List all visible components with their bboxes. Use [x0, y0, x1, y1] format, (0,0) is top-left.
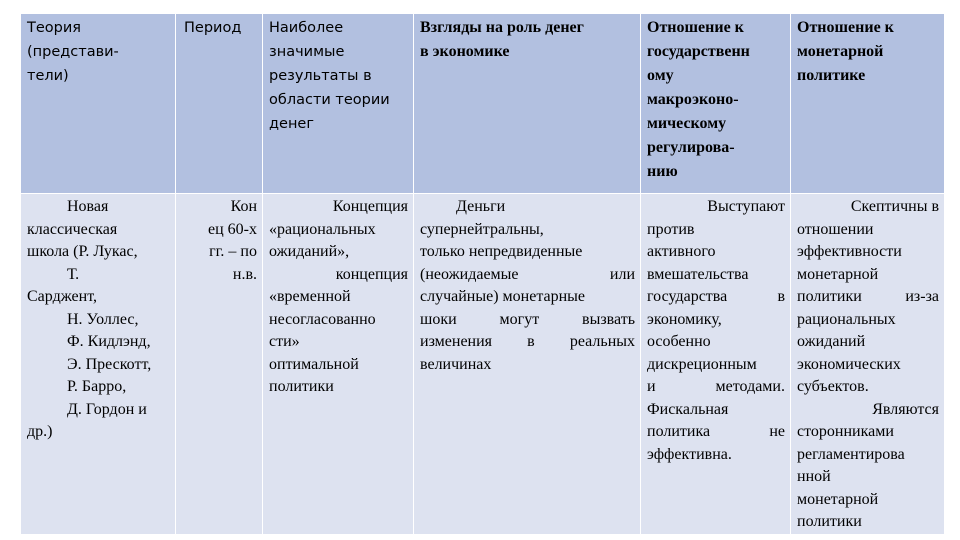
header-theory [21, 14, 176, 194]
header-monetary-policy-line: монетарной [797, 43, 884, 60]
cell-views-line: величинах [420, 355, 492, 373]
header-theory-line: (представи- [27, 44, 119, 60]
cell-views-line: супернейтральны, [420, 220, 544, 238]
cell-theory-line: Новая [67, 198, 109, 215]
cell-monetary-policy-line: Являются [872, 400, 939, 418]
cell-monetary-policy-line: сторонниками [797, 423, 894, 440]
header-results [263, 14, 414, 194]
cell-monetary-policy [791, 194, 945, 535]
header-state-regulation-line: ому [647, 67, 674, 84]
cell-views-line: Деньги [456, 198, 506, 215]
cell-state-regulation-line: Фискальная [647, 400, 729, 418]
cell-theory-line: классическая [27, 220, 118, 238]
cell-monetary-policy-line: политики из-за [797, 288, 939, 305]
cell-results-line: «рациональных [269, 220, 376, 238]
header-results-line: значимые [269, 44, 345, 60]
header-theory-line: тели) [27, 68, 69, 84]
header-state-regulation-line: Отношение к [647, 19, 744, 36]
theories-table [20, 13, 945, 535]
header-state-regulation-line: макроэконо- [647, 91, 739, 108]
header-period [176, 14, 263, 194]
cell-results-line: политики [269, 378, 334, 395]
cell-views [414, 194, 641, 535]
header-views-line: в экономике [420, 43, 510, 60]
cell-state-regulation-line: и методами. [647, 378, 785, 395]
cell-period-line: Кон [230, 198, 257, 215]
cell-monetary-policy-line: ожиданий [797, 333, 866, 350]
cell-state-regulation-line: Выступают [707, 198, 785, 215]
header-views [414, 14, 641, 194]
cell-views-line: шоки могут вызвать [420, 310, 635, 328]
cell-theory-line: школа (Р. Лукас, [27, 243, 138, 260]
cell-theory-line: Э. Прескотт, [67, 355, 152, 373]
cell-monetary-policy-line: рациональных [797, 310, 896, 328]
cell-state-regulation-line: особенно [647, 333, 711, 350]
cell-theory-line: Н. Уоллес, [67, 310, 139, 328]
header-results-line: области теории [269, 92, 390, 108]
header-row [21, 14, 945, 194]
cell-results-line: оптимальной [269, 355, 359, 373]
cell-monetary-policy-line: монетарной [797, 265, 879, 283]
data-row [21, 194, 945, 535]
cell-results-line: сти» [269, 333, 300, 350]
cell-period-line: гг. – по [209, 243, 257, 260]
cell-monetary-policy-line: эффективности [797, 243, 902, 260]
cell-theory-line: Т. [67, 265, 80, 283]
cell-views-line: только непредвиденные [420, 243, 583, 260]
cell-monetary-policy-line: политики [797, 513, 862, 530]
header-results-line: результаты в [269, 68, 372, 84]
cell-theory-line: Р. Барро, [67, 378, 127, 395]
cell-state-regulation-line: экономику, [647, 310, 722, 328]
cell-theory-line: Ф. Кидлэнд, [67, 333, 151, 350]
cell-state-regulation-line: активного [647, 243, 716, 260]
cell-monetary-policy-line: Скептичны в [850, 198, 939, 215]
cell-state-regulation [641, 194, 791, 535]
header-state-regulation-line: регулирова- [647, 139, 735, 156]
header-theory-line: Теория [27, 20, 81, 36]
cell-results [263, 194, 414, 535]
cell-monetary-policy-line: монетарной [797, 490, 879, 508]
cell-results-line: концепция [335, 265, 408, 283]
cell-state-regulation-line: государства в [647, 288, 785, 305]
cell-results-line: Концепция [332, 198, 408, 215]
cell-state-regulation-line: эффективна. [647, 445, 732, 463]
cell-monetary-policy-line: отношении [797, 220, 874, 238]
cell-results-line: «временной [269, 288, 351, 305]
header-views-line: Взгляды на роль денег [420, 19, 584, 36]
cell-period [176, 194, 263, 535]
header-state-regulation-line: государственн [647, 43, 750, 60]
cell-monetary-policy-line: нной [797, 468, 831, 485]
header-period-line: Период [184, 20, 242, 36]
header-state-regulation [641, 14, 791, 194]
cell-theory [21, 194, 176, 535]
cell-monetary-policy-line: субъектов. [797, 378, 869, 395]
cell-state-regulation-line: вмешательства [647, 265, 749, 283]
cell-monetary-policy-line: регламентирова [797, 445, 905, 463]
cell-state-regulation-line: политика не [647, 423, 785, 440]
header-monetary-policy [791, 14, 945, 194]
cell-results-line: ожиданий», [269, 243, 350, 260]
cell-period-line: н.в. [232, 265, 257, 283]
cell-views-line: случайные) монетарные [420, 288, 586, 305]
header-monetary-policy-line: Отношение к [797, 19, 894, 36]
cell-theory-line: др.) [27, 423, 53, 440]
header-results-line: Наиболее [269, 20, 344, 36]
cell-theory-line: Д. Гордон и [67, 400, 147, 418]
header-state-regulation-line: мическому [647, 115, 727, 132]
cell-results-line: несогласованно [269, 310, 376, 328]
cell-state-regulation-line: против [647, 220, 695, 238]
cell-state-regulation-line: дискреционным [647, 355, 757, 373]
cell-theory-line: Сарджент, [27, 288, 97, 305]
cell-views-line: (неожидаемые или [420, 265, 635, 283]
header-monetary-policy-line: политике [797, 67, 866, 84]
cell-period-line: ец 60-х [208, 220, 257, 238]
cell-monetary-policy-line: экономических [797, 355, 901, 373]
header-state-regulation-line: нию [647, 163, 678, 180]
cell-views-line: изменения в реальных [420, 333, 635, 350]
header-results-line: денег [269, 116, 314, 132]
